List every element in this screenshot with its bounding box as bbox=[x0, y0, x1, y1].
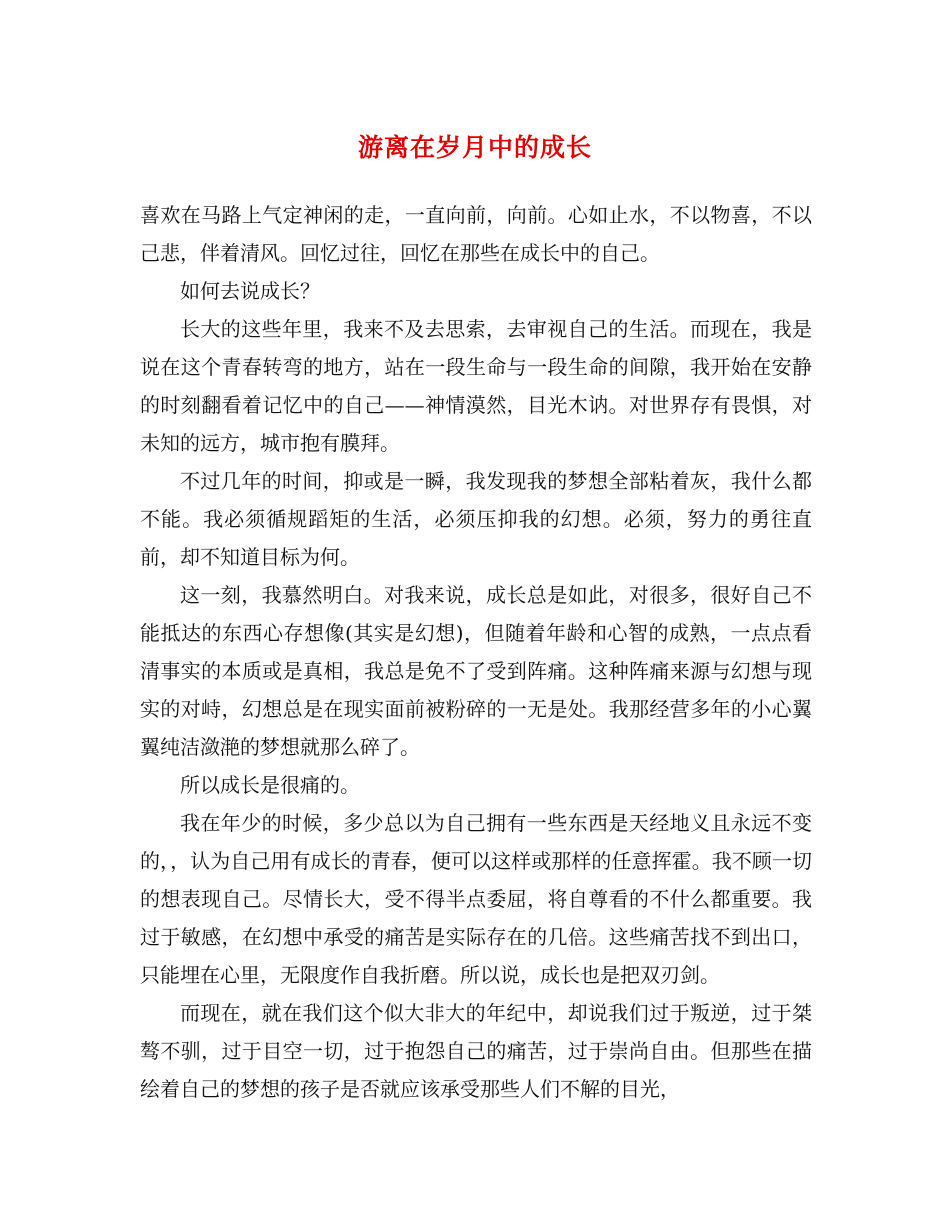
paragraph-1: 喜欢在马路上气定神闲的走，一直向前，向前。心如止水，不以物喜，不以己悲，伴着清风。回忆过往，回忆在那些在成长中的自己。 bbox=[140, 203, 812, 265]
paragraph-6: 所以成长是很痛的。 bbox=[180, 773, 360, 797]
document-title: 游离在岁月中的成长 bbox=[357, 133, 592, 162]
paragraph-4: 不过几年的时间，抑或是一瞬，我发现我的梦想全部粘着灰，我什么都不能。我必须循规蹈矩的生活，必须压抑我的幻想。必须，努力的勇往直前，却不知道目标为何。 bbox=[140, 469, 812, 569]
document-body bbox=[140, 196, 812, 1108]
paragraph-2: 如何去说成长？ bbox=[180, 279, 320, 303]
paragraph-7: 我在年少的时候，多少总以为自己拥有一些东西是天经地义且永远不变的，，认为自己用有成长的青春，便可以这样或那样的任意挥霍。我不顾一切的想表现自己。尽情长大，受不得半点委屈，将自尊看的不什么都重要。我过于敏感，在幻想中承受的痛苦是实际存在的几倍。这些痛苦找不到出口，只能埋在心里，无限度作自我折磨。所以说，成长也是把双刃剑。 bbox=[140, 811, 812, 987]
paragraph-3: 长大的这些年里，我来不及去思索，去审视自己的生活。而现在，我是说在这个青春转弯的地方，站在一段生命与一段生命的间隙，我开始在安静的时刻翻看着记忆中的自己——神情漠然，目光木讷。对世界存有畏惧，对未知的远方，城市抱有膜拜。 bbox=[140, 317, 812, 455]
paragraph-5: 这一刻，我慕然明白。对我来说，成长总是如此，对很多，很好自己不能抵达的东西心存想像(其实是幻想)，但随着年龄和心智的成熟，一点点看清事实的本质或是真相，我总是免不了受到阵痛。这种阵痛来源与幻想与现实的对峙，幻想总是在现实面前被粉碎的一无是处。我那经营多年的小心翼翼纯洁潋滟的梦想就那么碎了。 bbox=[140, 583, 812, 759]
paragraph-8: 而现在，就在我们这个似大非大的年纪中，却说我们过于叛逆，过于桀骜不驯，过于目空一切，过于抱怨自己的痛苦，过于崇尚自由。但那些在描绘着自己的梦想的孩子是否就应该承受那些人们不解的目光， bbox=[140, 1001, 812, 1101]
